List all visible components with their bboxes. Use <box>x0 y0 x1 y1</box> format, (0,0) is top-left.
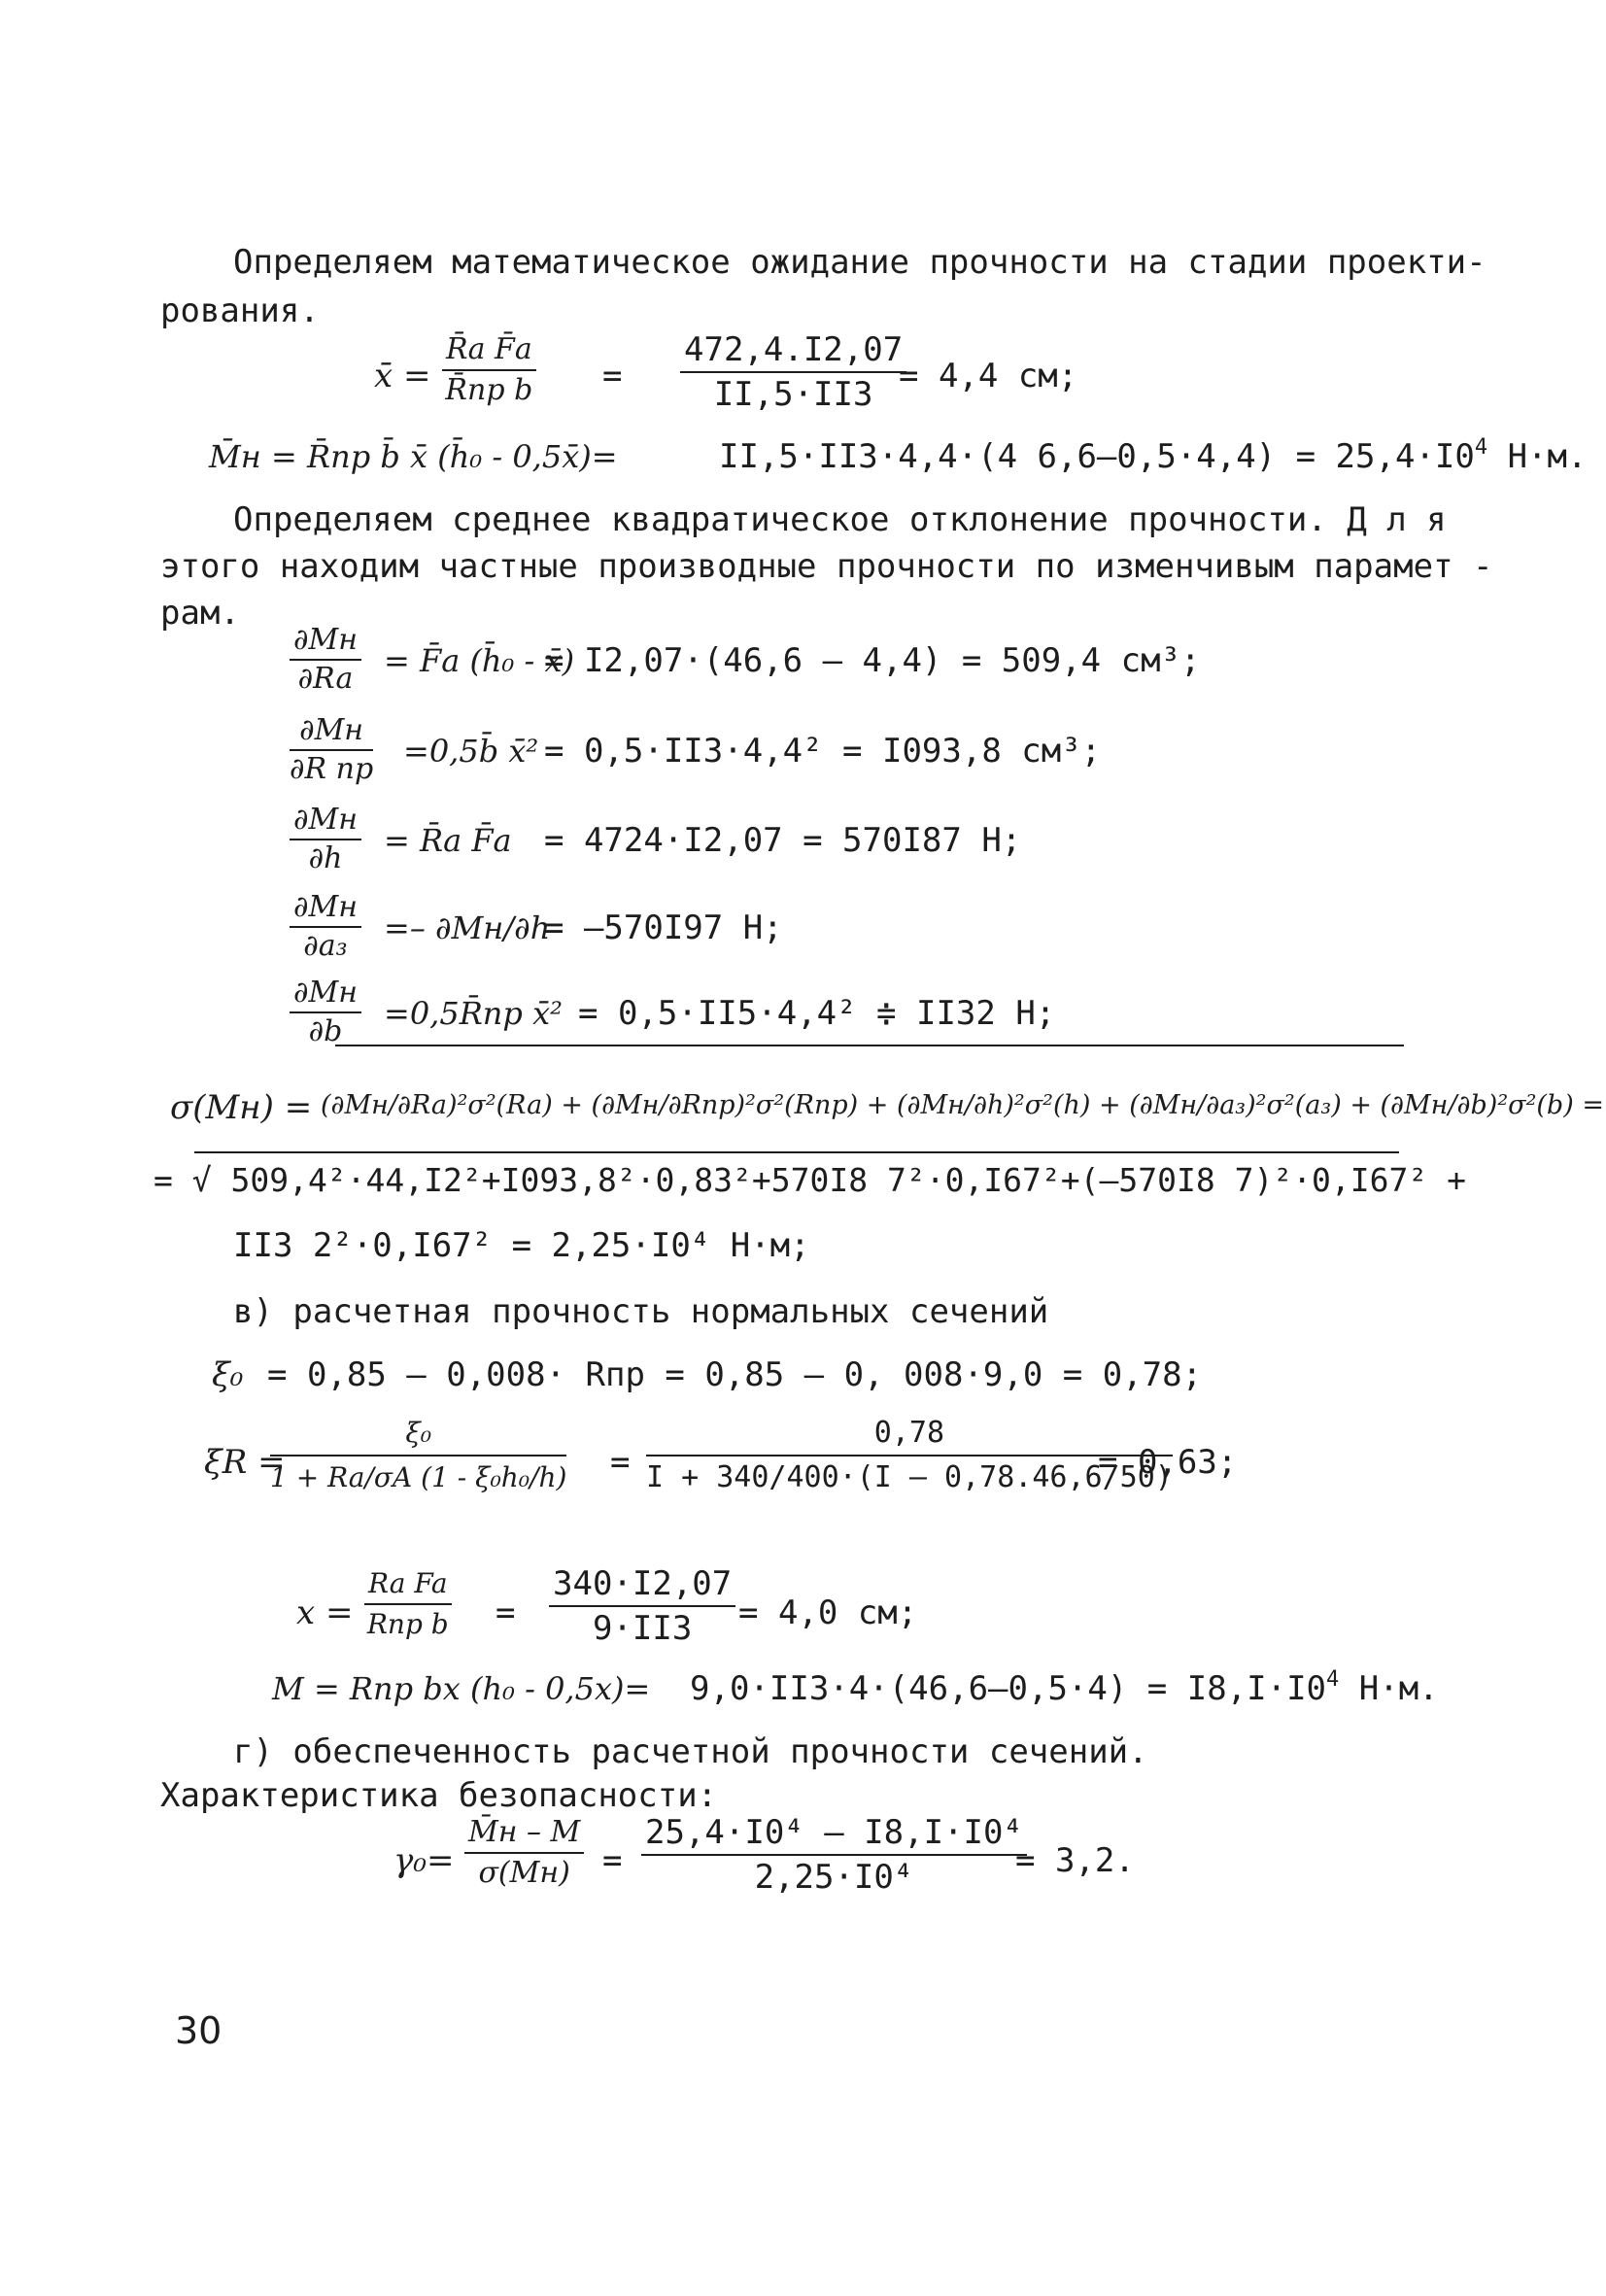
derivative-5-fraction: ∂Mн ∂b <box>290 977 361 1048</box>
xir-numeric-fraction: $\frac{0,78}{I + 340/400\cdot(I - 0,78.46,6/50)}$ <box>646 1416 1173 1494</box>
xir-symbolic-fraction: $\frac{\text{ξ₀}}{\text{1 + Ra/σA (1 - ξ₀h₀/h)}}$ <box>270 1414 566 1497</box>
derivative-2-value: = 0,5·II3·4,4² = I093,8 см³; <box>544 732 1102 771</box>
eq-x-lhs: x̄ = <box>374 357 431 395</box>
text-line: этого находим частные производные прочности по изменчивым парамет - <box>160 547 1493 586</box>
text-line: рам. <box>160 594 240 633</box>
eq-x2-symbolic-fraction: Ra Fa Rпр b <box>364 1566 452 1642</box>
text-line: г) обеспеченность расчетной прочности сечений. <box>233 1732 1148 1771</box>
eq-x-symbolic-fraction <box>442 332 536 408</box>
eq-mn-lhs: M̄н = R̄пр b̄ x̄ (h̄₀ - 0,5x̄)= <box>209 438 618 475</box>
xi0-rhs: = 0,85 – 0,008· Rпр = 0,85 – 0, 008·9,0 = 0,78; <box>267 1355 1203 1394</box>
gamma-result: = 3,2. <box>1015 1841 1135 1880</box>
derivative-3-symbolic: = R̄a F̄a <box>384 822 512 859</box>
xir-result: = 0,63; <box>1098 1443 1238 1482</box>
derivative-1-value: = I2,07·(46,6 – 4,4) = 509,4 см³; <box>544 641 1201 680</box>
radical-bar <box>335 1045 1404 1046</box>
sigma-lhs: σ(Mн) = <box>170 1088 313 1127</box>
fraction-numerator: 472,4.I2,07 <box>680 330 906 373</box>
eq-x2-lhs: x = <box>296 1593 354 1632</box>
sigma-terms: (∂Mн/∂Ra)²σ²(Ra) + (∂Mн/∂Rпр)²σ²(Rпр) + (∂Mн/∂h)²σ²(h) + (∂Mн/∂a₃)²σ²(a₃) + (∂Mн/∂b)²σ²(b) = <box>321 1090 1604 1120</box>
gamma-symbolic-fraction: M̄н – M σ(Mн) <box>464 1815 584 1891</box>
eq-x-numeric-fraction <box>680 330 906 414</box>
fraction-denominator: II,5·II3 <box>713 375 873 414</box>
text-line: Определяем среднее квадратическое отклонение прочности. Д л я <box>233 500 1447 539</box>
eq-m-lhs: M = Rпр bx (h₀ - 0,5x)= <box>272 1670 651 1707</box>
equals-sign: = <box>610 1443 631 1482</box>
text-line: рования. <box>160 291 320 330</box>
fraction-numerator: R̄a F̄a <box>442 332 536 371</box>
derivative-2-fraction: ∂Mн ∂R пр <box>290 713 374 786</box>
equals-sign: = <box>602 1841 623 1880</box>
derivative-4-value: = –570I97 Н; <box>544 908 783 947</box>
derivative-4-fraction: ∂Mн ∂a₃ <box>290 891 361 963</box>
page-number: 30 <box>175 2009 222 2052</box>
sigma-numeric-line: = √ 509,4²·44,I2²+I093,8²·0,83²+570I8 7²·0,I67²+(–570I8 7)²·0,I67² + <box>154 1161 1467 1199</box>
derivative-5-symbolic: =0,5R̄пр x̄² <box>384 995 563 1032</box>
derivative-4-symbolic: =– ∂Mн/∂h <box>384 909 551 946</box>
derivative-5-value: = 0,5·II5·4,4² ≑ II32 Н; <box>578 994 1056 1033</box>
derivative-3-value: = 4724·I2,07 = 570I87 Н; <box>544 821 1022 860</box>
xir-lhs: ξR = <box>204 1443 286 1482</box>
derivative-2-symbolic: =0,5b̄ x̄² <box>403 733 539 770</box>
sigma-result-line: II3 2²·0,I67² = 2,25·I0⁴ Н·м; <box>233 1226 810 1265</box>
text-line: в) расчетная прочность нормальных сечений <box>233 1292 1049 1331</box>
derivative-3-fraction: ∂Mн ∂h <box>290 804 361 875</box>
xi0-lhs: ξ₀ <box>212 1355 244 1394</box>
derivative-1-symbolic: = F̄a (h̄₀ - x̄) <box>384 642 575 679</box>
eq-mn-rhs: II,5·II3·4,4·(4 $6,6-0,5\cdot 4,4) = 25,4\cdot I0^4$ Н·м. <box>719 435 1588 476</box>
gamma-lhs: γ₀= <box>393 1841 455 1880</box>
equals-sign: = <box>602 357 623 395</box>
fraction-denominator: R̄пр b <box>445 373 533 407</box>
eq-x2-result: = 4,0 см; <box>738 1593 918 1632</box>
eq-x-result: = 4,4 см; <box>899 357 1078 395</box>
derivative-1-fraction: ∂Mн ∂Ra <box>290 624 361 696</box>
eq-x2-numeric-fraction: $\frac{340\cdot I2,07}{9\cdot II3}$ <box>549 1564 735 1648</box>
radical-bar <box>194 1151 1399 1153</box>
text-line: Определяем математическое ожидание прочности на стадии проекти- <box>233 243 1486 282</box>
text-line: Характеристика безопасности: <box>160 1776 718 1815</box>
gamma-numeric-fraction: $\frac{\text{25,4·I0⁴ – I8,I·I0⁴}}{\text{2,25·I0⁴}}$ <box>641 1813 1027 1897</box>
equals-sign: = <box>495 1593 516 1632</box>
eq-m-rhs: $9,0\cdot II3\cdot 4\cdot(46,6-0,5\cdot 4) = I8,I\cdot I0^4$ Н·м. <box>690 1667 1439 1708</box>
